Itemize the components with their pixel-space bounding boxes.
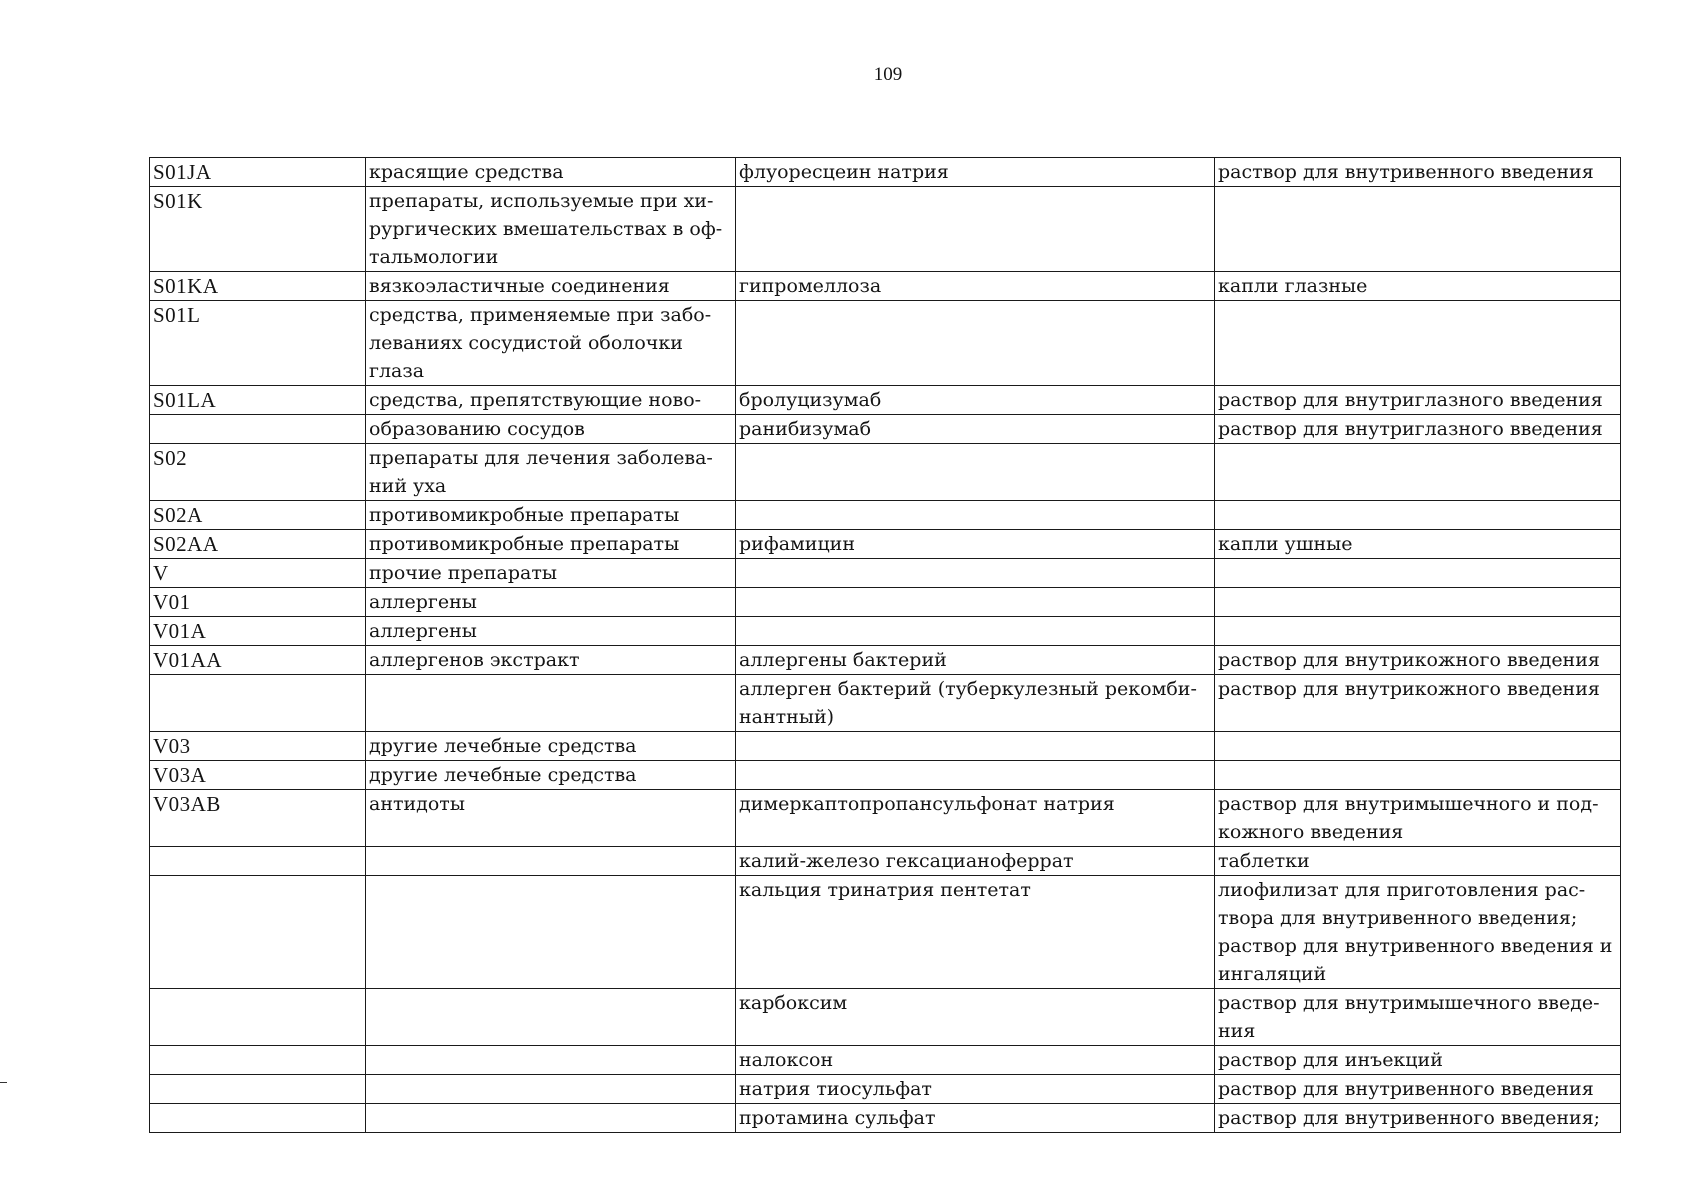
- table-row: [150, 1104, 1621, 1133]
- pharmacological-group-cell: препараты, используемые при хи- рургических вмешательствах в оф- тальмологии: [366, 187, 736, 272]
- atc-code-cell: S02: [150, 444, 366, 501]
- table-row: [150, 501, 1621, 530]
- pharmacological-group-cell: [366, 1046, 736, 1075]
- pharmacological-group-cell: прочие препараты: [366, 559, 736, 588]
- dosage-form-cell: раствор для внутривенного введения: [1215, 1075, 1621, 1104]
- pharmacological-group-cell: аллергены: [366, 617, 736, 646]
- drug-name-cell: [736, 444, 1215, 501]
- table-row: [150, 1075, 1621, 1104]
- pharmacological-group-cell: антидоты: [366, 790, 736, 847]
- drug-name-cell: [736, 617, 1215, 646]
- atc-code-cell: [150, 1075, 366, 1104]
- atc-code-cell: S01L: [150, 301, 366, 386]
- pharmacological-group-cell: [366, 675, 736, 732]
- dosage-form-cell: раствор для внутривенного введения: [1215, 158, 1621, 187]
- dosage-form-cell: раствор для внутримышечного и под- кожного введения: [1215, 790, 1621, 847]
- pharmacological-group-cell: средства, препятствующие ново-: [366, 386, 736, 415]
- dosage-form-cell: [1215, 559, 1621, 588]
- atc-code-cell: S01KA: [150, 272, 366, 301]
- drug-name-cell: [736, 301, 1215, 386]
- dosage-form-cell: раствор для внутривенного введения;: [1215, 1104, 1621, 1133]
- table-row: [150, 444, 1621, 501]
- dosage-form-cell: [1215, 761, 1621, 790]
- atc-code-cell: [150, 415, 366, 444]
- table-row: [150, 732, 1621, 761]
- atc-code-cell: [150, 1046, 366, 1075]
- table-row: [150, 272, 1621, 301]
- pharmacological-group-cell: [366, 1104, 736, 1133]
- atc-code-cell: V01AA: [150, 646, 366, 675]
- drug-name-cell: димеркаптопропансульфонат натрия: [736, 790, 1215, 847]
- atc-code-cell: [150, 876, 366, 989]
- table-row: [150, 415, 1621, 444]
- drug-name-cell: [736, 588, 1215, 617]
- table-row: [150, 158, 1621, 187]
- dosage-form-cell: капли ушные: [1215, 530, 1621, 559]
- drug-name-cell: аллергены бактерий: [736, 646, 1215, 675]
- atc-code-cell: S01LA: [150, 386, 366, 415]
- pharmacological-group-cell: другие лечебные средства: [366, 761, 736, 790]
- drug-name-cell: протамина сульфат: [736, 1104, 1215, 1133]
- table-row: [150, 530, 1621, 559]
- drug-name-cell: [736, 501, 1215, 530]
- table-row: [150, 187, 1621, 272]
- table-body: [150, 158, 1621, 1133]
- drug-name-cell: ранибизумаб: [736, 415, 1215, 444]
- drug-name-cell: калий-железо гексацианоферрат: [736, 847, 1215, 876]
- dosage-form-cell: лиофилизат для приготовления рас- твора для внутривенного введения; раствор для внутривенного введения и ингаляций: [1215, 876, 1621, 989]
- dosage-form-cell: [1215, 588, 1621, 617]
- pharmacological-group-cell: средства, применяемые при забо- леваниях сосудистой оболочки глаза: [366, 301, 736, 386]
- pharmacological-group-cell: образованию сосудов: [366, 415, 736, 444]
- dosage-form-cell: [1215, 301, 1621, 386]
- dosage-form-cell: раствор для внутрикожного введения: [1215, 646, 1621, 675]
- atc-code-cell: [150, 1104, 366, 1133]
- table-row: [150, 790, 1621, 847]
- atc-code-cell: S01K: [150, 187, 366, 272]
- dosage-form-cell: раствор для внутрикожного введения: [1215, 675, 1621, 732]
- margin-tick-mark: [0, 1082, 7, 1083]
- drug-name-cell: кальция тринатрия пентетат: [736, 876, 1215, 989]
- table-row: [150, 559, 1621, 588]
- table-row: [150, 675, 1621, 732]
- atc-code-cell: [150, 847, 366, 876]
- atc-code-cell: [150, 675, 366, 732]
- drug-classification-table: [149, 157, 1621, 1133]
- drug-name-cell: [736, 761, 1215, 790]
- atc-code-cell: V03A: [150, 761, 366, 790]
- atc-code-cell: V03: [150, 732, 366, 761]
- pharmacological-group-cell: препараты для лечения заболева- ний уха: [366, 444, 736, 501]
- drug-name-cell: гипромеллоза: [736, 272, 1215, 301]
- atc-code-cell: S02A: [150, 501, 366, 530]
- atc-code-cell: V: [150, 559, 366, 588]
- pharmacological-group-cell: аллергенов экстракт: [366, 646, 736, 675]
- table-row: [150, 386, 1621, 415]
- drug-name-cell: натрия тиосульфат: [736, 1075, 1215, 1104]
- atc-code-cell: [150, 989, 366, 1046]
- pharmacological-group-cell: [366, 989, 736, 1046]
- drug-name-cell: [736, 187, 1215, 272]
- drug-name-cell: карбоксим: [736, 989, 1215, 1046]
- dosage-form-cell: капли глазные: [1215, 272, 1621, 301]
- atc-code-cell: S02AA: [150, 530, 366, 559]
- pharmacological-group-cell: [366, 876, 736, 989]
- table-row: [150, 617, 1621, 646]
- drug-name-cell: аллерген бактерий (туберкулезный рекомби- нантный): [736, 675, 1215, 732]
- dosage-form-cell: [1215, 732, 1621, 761]
- dosage-form-cell: [1215, 617, 1621, 646]
- table-row: [150, 646, 1621, 675]
- page-number: 109: [873, 64, 903, 85]
- table-row: [150, 588, 1621, 617]
- dosage-form-cell: [1215, 187, 1621, 272]
- atc-code-cell: V01A: [150, 617, 366, 646]
- atc-code-cell: S01JA: [150, 158, 366, 187]
- pharmacological-group-cell: [366, 847, 736, 876]
- pharmacological-group-cell: вязкоэластичные соединения: [366, 272, 736, 301]
- drug-name-cell: рифамицин: [736, 530, 1215, 559]
- dosage-form-cell: таблетки: [1215, 847, 1621, 876]
- table-row: [150, 989, 1621, 1046]
- dosage-form-cell: раствор для внутримышечного введе- ния: [1215, 989, 1621, 1046]
- table-row: [150, 301, 1621, 386]
- pharmacological-group-cell: противомикробные препараты: [366, 530, 736, 559]
- pharmacological-group-cell: аллергены: [366, 588, 736, 617]
- dosage-form-cell: [1215, 501, 1621, 530]
- table-row: [150, 1046, 1621, 1075]
- pharmacological-group-cell: другие лечебные средства: [366, 732, 736, 761]
- table-row: [150, 761, 1621, 790]
- pharmacological-group-cell: красящие средства: [366, 158, 736, 187]
- drug-name-cell: бролуцизумаб: [736, 386, 1215, 415]
- dosage-form-cell: раствор для внутриглазного введения: [1215, 386, 1621, 415]
- drug-name-cell: [736, 559, 1215, 588]
- dosage-form-cell: раствор для инъекций: [1215, 1046, 1621, 1075]
- pharmacological-group-cell: противомикробные препараты: [366, 501, 736, 530]
- drug-name-cell: флуоресцеин натрия: [736, 158, 1215, 187]
- drug-name-cell: налоксон: [736, 1046, 1215, 1075]
- table-row: [150, 876, 1621, 989]
- pharmacological-group-cell: [366, 1075, 736, 1104]
- drug-name-cell: [736, 732, 1215, 761]
- atc-code-cell: V01: [150, 588, 366, 617]
- dosage-form-cell: раствор для внутриглазного введения: [1215, 415, 1621, 444]
- dosage-form-cell: [1215, 444, 1621, 501]
- table-row: [150, 847, 1621, 876]
- atc-code-cell: V03AB: [150, 790, 366, 847]
